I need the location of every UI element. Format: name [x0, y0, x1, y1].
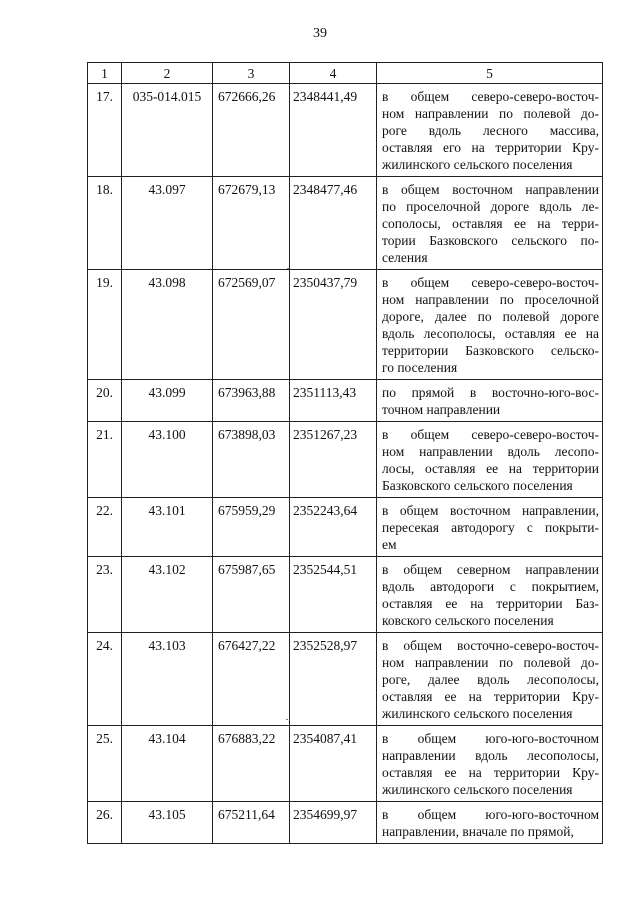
description-line: направлении вдоль лесополосы,	[382, 748, 599, 763]
boundary-table	[87, 62, 603, 844]
row-number-cell: 20.	[88, 380, 122, 422]
point-id-cell: 43.104	[122, 726, 213, 802]
description-cell	[377, 633, 603, 726]
scan-speck	[287, 268, 289, 269]
coord-y-cell: 2354699,97	[290, 802, 377, 844]
description-line: по прямой в восточно-юго-вос-	[382, 385, 599, 400]
description-line: оставляя ее на территории Кру-	[382, 765, 599, 780]
description-line: в общем восточном направлении,	[382, 503, 599, 518]
description-line: в общем юго-юго-восточном	[382, 807, 599, 822]
description-line: дороге, далее по полевой дороге	[382, 309, 599, 324]
table-row	[88, 498, 603, 557]
description-cell	[377, 802, 603, 844]
header-row	[88, 63, 603, 84]
coord-y-cell: 2348441,49	[290, 84, 377, 177]
table-row	[88, 422, 603, 498]
description-line: го поселения	[382, 360, 458, 375]
description-line: ном направлении по полевой до-	[382, 106, 599, 121]
row-number-cell: 18.	[88, 177, 122, 270]
table-row	[88, 270, 603, 380]
coord-y-cell: 2352243,64	[290, 498, 377, 557]
point-id-cell: 43.100	[122, 422, 213, 498]
coord-x-cell: 675211,64	[213, 802, 290, 844]
description-line: вдоль автодороги с покрытием,	[382, 579, 599, 594]
description-line: роге вдоль лесного массива,	[382, 123, 599, 138]
description-line: пересекая автодорогу с покрыти-	[382, 520, 599, 535]
coord-y-cell: 2348477,46	[290, 177, 377, 270]
point-id-cell: 43.101	[122, 498, 213, 557]
point-id-cell: 43.097	[122, 177, 213, 270]
coord-y-cell: 2351113,43	[290, 380, 377, 422]
scan-speck	[286, 719, 288, 720]
row-number-cell: 19.	[88, 270, 122, 380]
point-id-cell: 43.099	[122, 380, 213, 422]
table-row	[88, 177, 603, 270]
row-number-cell: 17.	[88, 84, 122, 177]
table-row	[88, 380, 603, 422]
description-line: в общем юго-юго-восточном	[382, 731, 599, 746]
description-line: лосы, оставляя ее на территории	[382, 461, 599, 476]
header-cell-5: 5	[377, 63, 603, 84]
coord-x-cell: 673963,88	[213, 380, 290, 422]
description-line: территории Базковского сельско-	[382, 343, 599, 358]
coord-y-cell: 2351267,23	[290, 422, 377, 498]
point-id-cell: 43.105	[122, 802, 213, 844]
point-id-cell: 43.103	[122, 633, 213, 726]
description-line: вдоль лесополосы, оставляя ее на	[382, 326, 599, 341]
table-body	[88, 63, 603, 844]
description-line: ем	[382, 537, 397, 552]
header-cell-2: 2	[122, 63, 213, 84]
description-line: в общем восточно-северо-восточ-	[382, 638, 599, 653]
description-line: оставляя его на территории Кру-	[382, 140, 599, 155]
description-line: сополосы, оставляя ее на терри-	[382, 216, 599, 231]
coord-x-cell: 672679,13	[213, 177, 290, 270]
coord-x-cell: 675959,29	[213, 498, 290, 557]
table-row	[88, 802, 603, 844]
description-line: по проселочной дороге вдоль ле-	[382, 199, 599, 214]
table-row	[88, 84, 603, 177]
coord-x-cell: 673898,03	[213, 422, 290, 498]
description-line: селения	[382, 250, 428, 265]
description-line: жилинского сельского поселения	[382, 157, 573, 172]
description-cell	[377, 557, 603, 633]
description-line: точном направлении	[382, 402, 501, 417]
description-line: тории Базковского сельского по-	[382, 233, 599, 248]
description-line: в общем северо-северо-восточ-	[382, 89, 599, 104]
table-row	[88, 726, 603, 802]
header-cell-3: 3	[213, 63, 290, 84]
description-line: направлении, вначале по прямой,	[382, 824, 574, 839]
description-cell	[377, 270, 603, 380]
row-number-cell: 22.	[88, 498, 122, 557]
coord-y-cell: 2352528,97	[290, 633, 377, 726]
description-line: ном направлении по проселочной	[382, 292, 599, 307]
description-line: ном направлении по полевой до-	[382, 655, 599, 670]
page-number: 39	[313, 26, 327, 41]
description-line: в общем северо-северо-восточ-	[382, 275, 599, 290]
coord-y-cell: 2352544,51	[290, 557, 377, 633]
coord-y-cell: 2350437,79	[290, 270, 377, 380]
coord-x-cell: 676427,22	[213, 633, 290, 726]
coord-x-cell: 675987,65	[213, 557, 290, 633]
description-line: оставляя ее на территории Баз-	[382, 596, 599, 611]
description-cell	[377, 177, 603, 270]
point-id-cell: 43.098	[122, 270, 213, 380]
row-number-cell: 23.	[88, 557, 122, 633]
description-line: ном направлении вдоль лесопо-	[382, 444, 599, 459]
description-cell	[377, 498, 603, 557]
row-number-cell: 26.	[88, 802, 122, 844]
coord-x-cell: 676883,22	[213, 726, 290, 802]
description-line: ковского сельского поселения	[382, 613, 554, 628]
description-line: Базковского сельского поселения	[382, 478, 573, 493]
header-cell-1: 1	[88, 63, 122, 84]
description-line: жилинского сельского поселения	[382, 706, 573, 721]
point-id-cell: 43.102	[122, 557, 213, 633]
coord-y-cell: 2354087,41	[290, 726, 377, 802]
description-line: в общем восточном направлении	[382, 182, 599, 197]
description-line: роге, далее вдоль лесополосы,	[382, 672, 599, 687]
row-number-cell: 21.	[88, 422, 122, 498]
row-number-cell: 24.	[88, 633, 122, 726]
description-cell	[377, 380, 603, 422]
coord-x-cell: 672569,07	[213, 270, 290, 380]
description-line: жилинского сельского поселения	[382, 782, 573, 797]
table-row	[88, 557, 603, 633]
header-cell-4: 4	[290, 63, 377, 84]
coord-x-cell: 672666,26	[213, 84, 290, 177]
row-number-cell: 25.	[88, 726, 122, 802]
description-cell	[377, 726, 603, 802]
description-line: оставляя ее на территории Кру-	[382, 689, 599, 704]
description-cell	[377, 422, 603, 498]
point-id-cell: 035-014.015	[122, 84, 213, 177]
description-cell	[377, 84, 603, 177]
table-row	[88, 633, 603, 726]
description-line: в общем северном направлении	[382, 562, 599, 577]
description-line: в общем северо-северо-восточ-	[382, 427, 599, 442]
